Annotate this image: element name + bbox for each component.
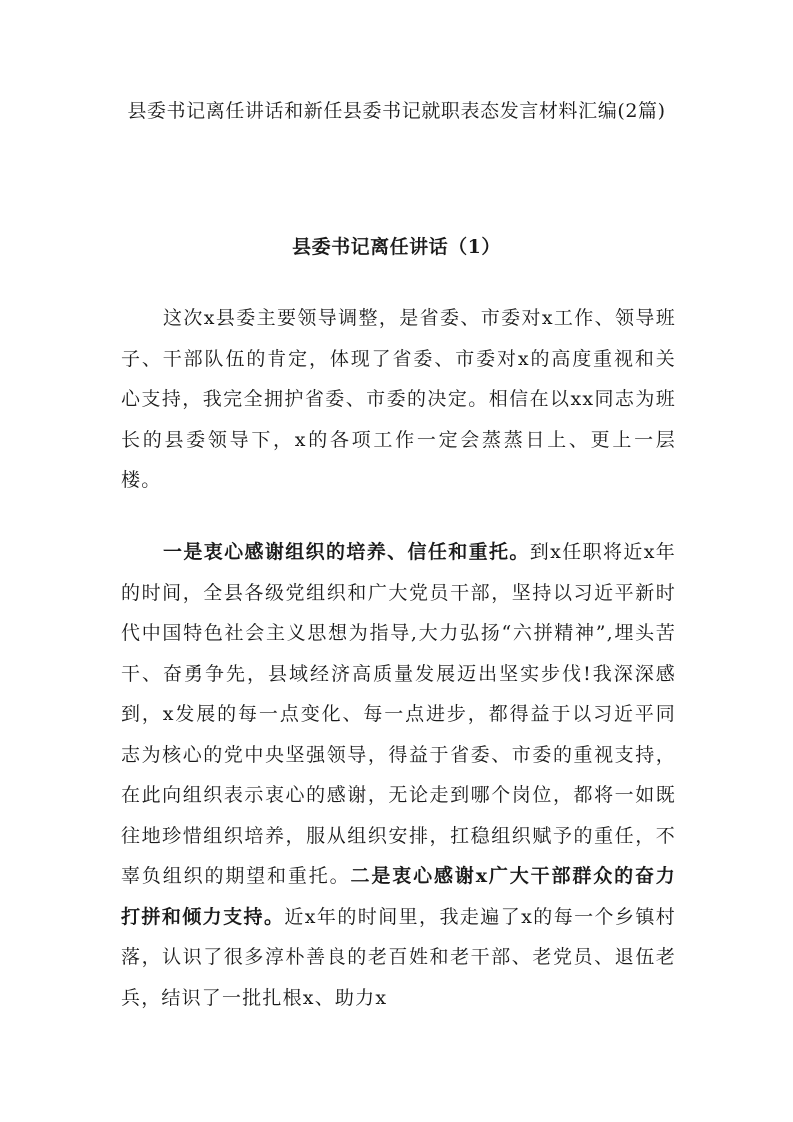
document-title: 县委书记离任讲话和新任县委书记就职表态发言材料汇编(2篇)	[127, 100, 666, 122]
second-bold-text: 二是衷心感谢x广大干部群众的奋力打拼和倾力支持。	[121, 865, 677, 928]
paragraph-thanks	[121, 532, 676, 1018]
paragraph-body-text: 到x任职将近x年的时间，全县各级党组织和广大党员干部，坚持以习近平新时代中国特色社会主义思想为指导,大力弘扬“六拼精神”,埋头苦干、奋勇争先，县域经济高质量发展迈出坚实步伐!我深深感到，x发展的每一点变化、每一点进步，都得益于以习近平同志为核心的党中央坚强领导，得益于省委、市委的重视支持，在此向组织表示衷心的感谢，无论走到哪个岗位，都将一如既往地珍惜组织培养，服从组织安排，扛稳组织赋予的重任，不辜负组织的期望和重托。	[121, 541, 677, 887]
paragraph-continued-text: 近x年的时间里，我走遍了x的每一个乡镇村落，认识了很多淳朴善良的老百姓和老干部、老党员、退伍老兵，结识了一批扎根x、助力x	[121, 905, 676, 1009]
section-title: 县委书记离任讲话（1）	[292, 236, 501, 258]
paragraph-intro: 这次x县委主要领导调整，是省委、市委对x工作、领导班子、干部队伍的肯定，体现了省委、市委对x的高度重视和关心支持，我完全拥护省委、市委的决定。相信在以xx同志为班长的县委领导下，x的各项工作一定会蒸蒸日上、更上一层楼。	[121, 307, 676, 491]
lead-bold-text: 一是衷心感谢组织的培养、信任和重托。	[163, 541, 530, 563]
